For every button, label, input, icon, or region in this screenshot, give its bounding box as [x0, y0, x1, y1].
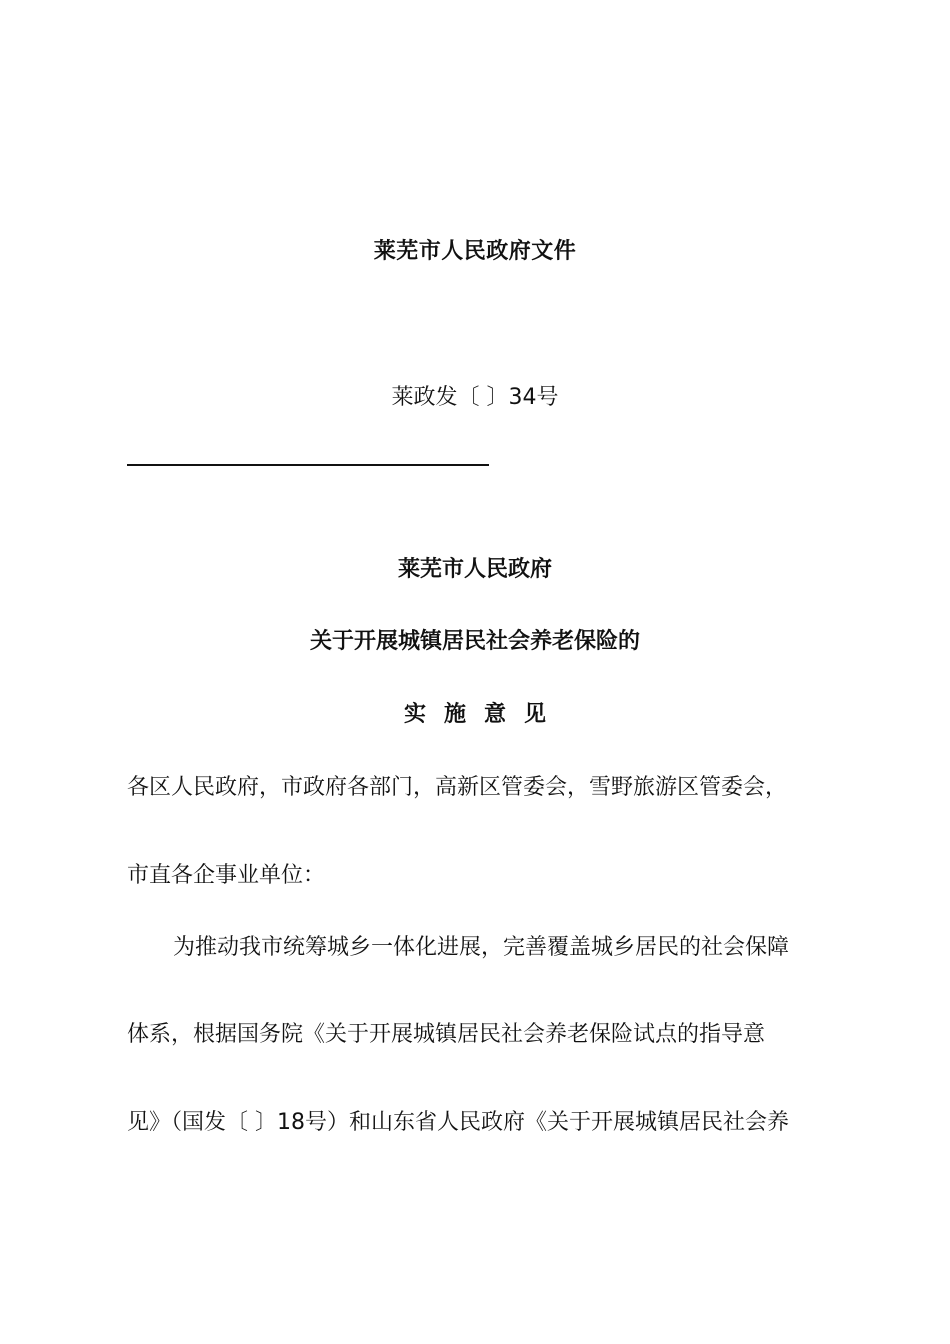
document-header: 莱芜市人民政府文件: [373, 239, 577, 264]
header-separator-line: [127, 464, 489, 466]
body-line-addressees-cont: 市直各企事业单位：: [127, 863, 326, 888]
body-paragraph-line-2: 体系，根据国务院《关于开展城镇居民社会养老保险试点的指导意: [127, 1022, 766, 1047]
document-title-line-1: 莱芜市人民政府: [397, 557, 552, 582]
body-line-addressees: 各区人民政府，市政府各部门，高新区管委会，雪野旅游区管委会，: [127, 775, 788, 800]
body-paragraph-line-1: 为推动我市统筹城乡一体化进展，完善覆盖城乡居民的社会保障: [173, 935, 790, 960]
document-title-line-2: 关于开展城镇居民社会养老保险的: [309, 629, 640, 654]
document-title-line-3: 实施意见: [403, 702, 564, 727]
document-number: 莱政发〔 〕34号: [391, 385, 559, 410]
body-paragraph-line-3: 见》（国发〔 〕18号）和山东省人民政府《关于开展城镇居民社会养: [127, 1110, 789, 1135]
